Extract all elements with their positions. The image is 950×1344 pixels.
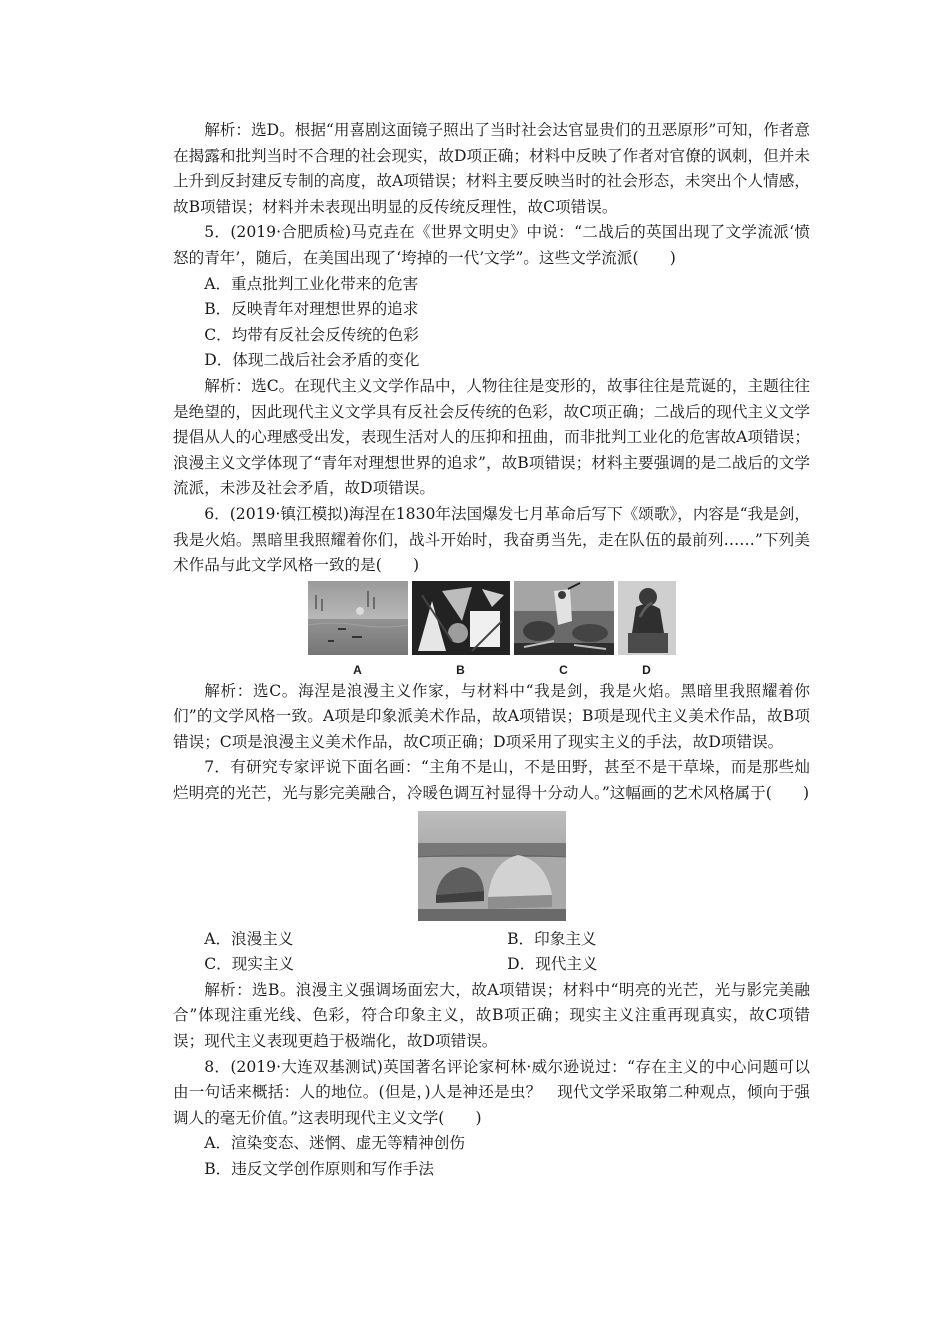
artwork-b: [412, 581, 510, 679]
question-7-option-c: C．现实主义: [204, 955, 295, 974]
question-7-options-row-2: [173, 952, 810, 978]
analysis-q5: 解析：选C。在现代主义文学作品中，人物往往是变形的，故事往往是荒诞的，主题往往是绝望的，因此现代主义文学具有反社会反传统的色彩，故C项正确；二战后的现代主义文学提倡从人的心理感受出发，表现生活对人的压抑和扭曲，而非批判工业化的危害故A项错误；浪漫主义文学体现了“青年对理想世界的追求”，故B项错误；材料主要强调的是二战后的文学流派，未涉及社会矛盾，故D项错误。: [173, 376, 810, 498]
artwork-c: [514, 581, 614, 679]
artwork-d-label: D: [642, 662, 651, 677]
question-7-option-a: A．浪漫主义: [204, 929, 294, 948]
artwork-a-label: A: [353, 662, 362, 677]
romantic-liberty-image: [514, 581, 614, 655]
document-page: [173, 118, 810, 1183]
question-5: 5．(2019·合肥质检)马克垚在《世界文明史》中说：“二战后的英国出现了文学流派‘愤怒的青年’，随后，在美国出现了‘垮掉的一代’文学”。这些文学流派( ): [173, 223, 810, 267]
question-5-option-d: D．体现二战后社会矛盾的变化: [204, 351, 420, 370]
question-7-option-b: B．印象主义: [507, 929, 597, 948]
question-7: 7．有研究专家评说下面名画：“主角不是山，不是田野，甚至不是干草垛，而是那些灿烂明亮的光芒，光与影完美融合，冷暖色调互衬显得十分动人。”这幅画的艺术风格属于( ): [173, 758, 810, 803]
question-8: 8．(2019·大连双基测试)英国著名评论家柯林·威尔逊说过：“存在主义的中心问题可以由一句话来概括：人的地位。(但是，)人是神还是虫？ 现代文学采取第二种观点，倾向于强调人的毫无价值。”这表明现代主义文学( ): [173, 1057, 810, 1127]
haystacks-painting-image: [418, 811, 566, 921]
analysis-q4: 解析：选D。根据“用喜剧这面镜子照出了当时社会达官显贵们的丑恶原形”可知，作者意在揭露和批判当时不合理的社会现实，故D项正确；材料中反映了作者对官僚的讽刺，但并未上升到反封建反专制的高度，故A项错误；材料主要反映当时的社会形态，未突出个人情感，故B项错误；材料并未表现出明显的反传统反理性，故C项错误。: [173, 121, 810, 216]
question-8-option-a: A．渲染变态、迷惘、虚无等精神创伤: [204, 1134, 465, 1153]
artwork-c-label: C: [559, 662, 568, 677]
impressionist-harbor-image: [308, 581, 408, 655]
question-5-option-a: A．重点批判工业化带来的危害: [204, 274, 419, 293]
question-5-option-c: C．均带有反社会反传统的色彩: [204, 325, 419, 344]
analysis-q7: 解析：选B。浪漫主义强调场面宏大，故A项错误；材料中“明亮的光芒，光与影完美融合”体现注重光线、色彩，符合印象主义，故B项正确；现实主义注重再现真实，故C项错误；现代主义表现更趋于极端化，故D项错误。: [173, 980, 810, 1051]
artwork-d: [618, 581, 676, 679]
modernist-guernica-image: [412, 581, 510, 655]
analysis-q6: 解析：选C。海涅是浪漫主义作家，与材料中“我是剑，我是火焰。黑暗里我照耀着你们”的文学风格一致。A项是印象派美术作品，故A项错误；B项是现代主义美术作品，故B项错误；C项是浪漫主义美术作品，故C项正确；D项采用了现实主义的手法，故D项错误。: [173, 681, 810, 751]
question-7-options-row-1: [173, 927, 810, 953]
question-6: 6．(2019·镇江模拟)海涅在1830年法国爆发七月革命后写下《颂歌》，内容是“我是剑，我是火焰。黑暗里我照耀着你们，战斗开始时，我奋勇当先，走在队伍的最前列……”下列美术作品与此文学风格一致的是( ): [173, 504, 810, 575]
artwork-b-label: B: [456, 662, 465, 677]
question-5-option-b: B．反映青年对理想世界的追求: [204, 300, 419, 319]
question-8-option-b: B．违反文学创作原则和写作手法: [204, 1160, 434, 1178]
question-7-painting: [173, 811, 810, 921]
question-6-artworks: [173, 581, 810, 679]
question-7-option-d: D．现代主义: [507, 955, 598, 974]
realist-thinker-sculpture-image: [618, 581, 676, 655]
artwork-a: [308, 581, 408, 679]
